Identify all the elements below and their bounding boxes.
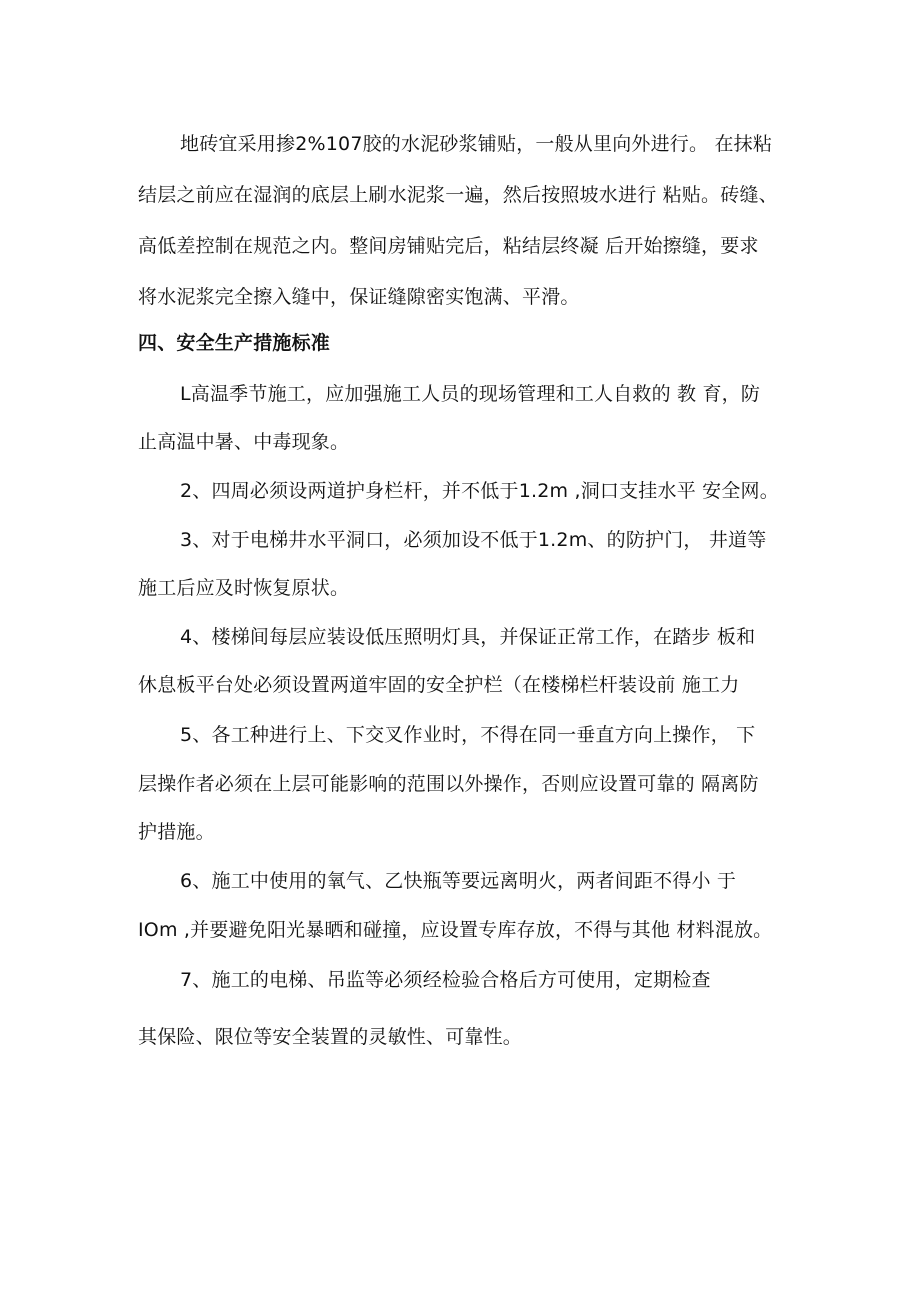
paragraph-line: 其保险、限位等安全装置的灵敏性、可靠性。 [138, 1026, 523, 1048]
section-heading: 四、安全生产措施标准 [138, 332, 331, 354]
paragraph-line: 止高温中暑、中毒现象。 [138, 431, 350, 453]
paragraph-line: 5、各工种进行上、下交叉作业时，不得在同一垂直方向上操作， 下 [180, 724, 756, 746]
paragraph-line: 结层之前应在湿润的底层上刷水泥浆一遍，然后按照坡水进行 粘贴。砖缝、 [138, 184, 778, 206]
paragraph-line: 高低差控制在规范之内。整间房铺贴完后，粘结层终凝 后开始擦缝，要求 [138, 235, 759, 257]
paragraph-line: 施工后应及时恢复原状。 [138, 577, 350, 599]
paragraph-line: 护措施。 [138, 821, 215, 843]
paragraph-line: 4、楼梯间每层应装设低压照明灯具，并保证正常工作，在踏步 板和 [180, 626, 756, 648]
paragraph-line: L高温季节施工，应加强施工人员的现场管理和工人自救的 教 育，防 [180, 383, 761, 405]
paragraph-line: 2、四周必须设两道护身栏杆，并不低于1.2m ,洞口支挂水平 安全网。 [180, 480, 779, 502]
paragraph-line: 7、施工的电梯、吊监等必须经检验合格后方可使用，定期检查 [180, 969, 711, 991]
paragraph-line: 3、对于电梯井水平洞口，必须加设不低于1.2m、的防护门， 井道等 [180, 529, 767, 551]
paragraph-line: 休息板平台处必须设置两道牢固的安全护栏（在楼梯栏杆装设前 施工力 [138, 674, 740, 696]
paragraph-line: 地砖宜采用掺2%107胶的水泥砂浆铺贴，一般从里向外进行。 在抹粘 [180, 133, 773, 155]
paragraph-line: 层操作者必须在上层可能影响的范围以外操作，否则应设置可靠的 隔离防 [138, 773, 759, 795]
paragraph-line: 将水泥浆完全擦入缝中，保证缝隙密实饱满、平滑。 [138, 286, 580, 308]
paragraph-line: IOm ,并要避免阳光暴晒和碰撞，应设置专库存放，不得与其他 材料混放。 [138, 919, 773, 941]
paragraph-line: 6、施工中使用的氧气、乙快瓶等要远离明火，两者间距不得小 于 [180, 870, 737, 892]
